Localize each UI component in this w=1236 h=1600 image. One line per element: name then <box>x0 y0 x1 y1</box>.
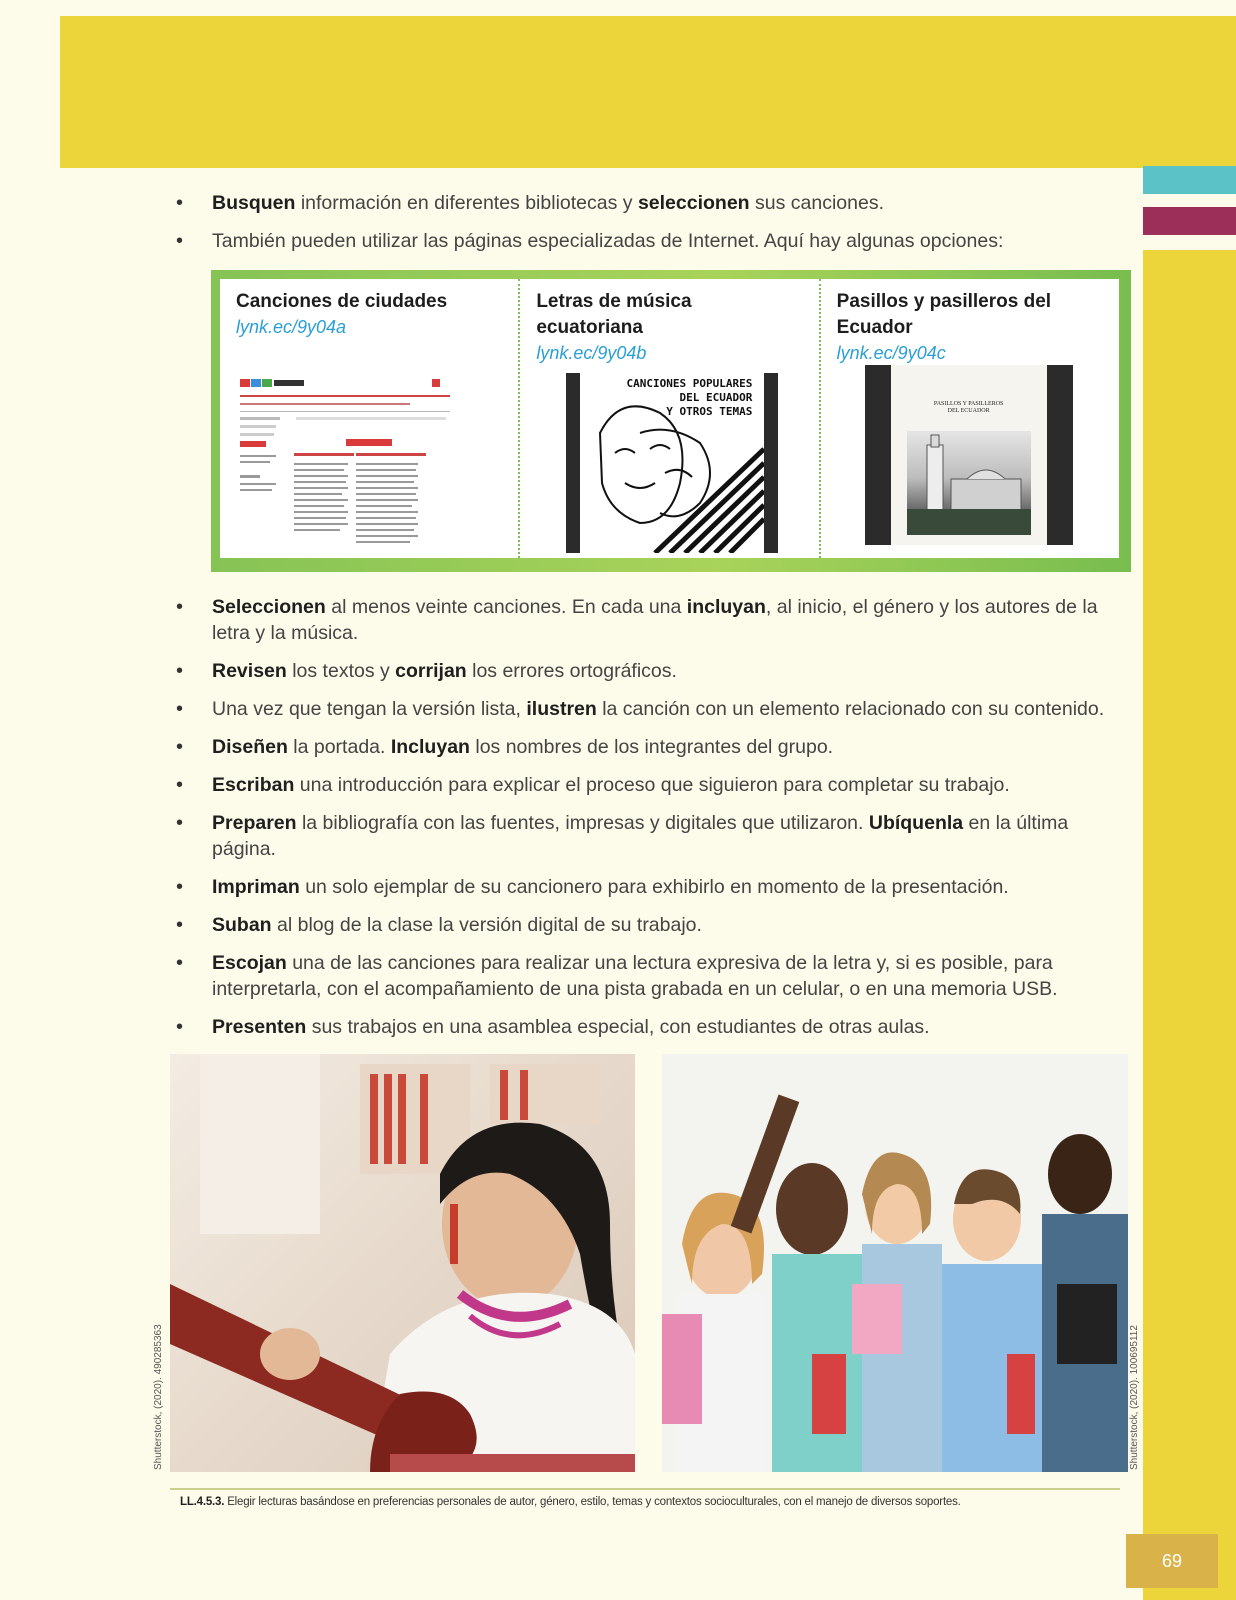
photo-credit-left: Shutterstock, (2020). 490285363 <box>153 1324 164 1470</box>
side-strip <box>1143 250 1236 1600</box>
header-band <box>60 16 1236 168</box>
book-title: CANCIONES POPULARES DEL ECUADOR Y OTROS TEMAS <box>626 377 753 418</box>
list-item: • Revisen los textos y corrijan los errores ortográficos. <box>176 658 1136 684</box>
website-preview-icon <box>236 375 464 553</box>
list-item: • También pueden utilizar las páginas especializadas de Internet. Aquí hay algunas opciones: <box>176 228 1136 254</box>
page-number: 69 <box>1126 1534 1218 1588</box>
steps-list <box>176 594 1136 1052</box>
link-card-pasillos <box>819 279 1119 558</box>
photo-teen-group <box>662 1054 1128 1472</box>
list-item: • Escojan una de las canciones para realizar una lectura expresiva de la letra y, si es posible, para interpretarla, con el acompañamiento de una pista grabada en un celular, o en una memoria USB. <box>176 950 1136 1002</box>
links-panel <box>211 270 1131 572</box>
building-photo <box>907 431 1031 535</box>
link-title: Canciones de ciudades <box>236 291 448 312</box>
section-tab-cyan <box>1143 166 1236 194</box>
list-item: • Escriban una introducción para explicar el proceso que siguieron para completar su trabajo. <box>176 772 1136 798</box>
website-screenshot <box>236 375 464 553</box>
link-url[interactable]: lynk.ec/9y04b <box>536 343 647 363</box>
link-card-ciudades <box>220 279 518 558</box>
list-item: • Presenten sus trabajos en una asamblea especial, con estudiantes de otras aulas. <box>176 1014 1136 1040</box>
link-card-musica-ecuatoriana <box>518 279 818 558</box>
building-icon <box>907 431 1031 535</box>
list-item: • Una vez que tengan la versión lista, ilustren la canción con un elemento relacionado con su contenido. <box>176 696 1136 722</box>
teen-group-icon <box>662 1054 1128 1472</box>
book-cover-canciones <box>566 373 778 553</box>
list-item: • Impriman un solo ejemplar de su cancionero para exhibirlo en momento de la presentación. <box>176 874 1136 900</box>
mask-illustration-icon <box>580 373 764 553</box>
book-cover-pasillos <box>865 365 1073 545</box>
list-item: • Busquen información en diferentes bibliotecas y seleccionen sus canciones. <box>176 190 1136 216</box>
link-url[interactable]: lynk.ec/9y04a <box>236 317 347 337</box>
intro-list <box>176 190 1136 266</box>
guitar-player-icon <box>170 1054 635 1472</box>
footer-divider <box>170 1488 1120 1490</box>
curriculum-note: LL.4.5.3. Elegir lecturas basándose en preferencias personales de autor, género, estilo, temas y contextos socioculturales, con el manejo de diversos soportes. <box>180 1496 961 1508</box>
section-tab-magenta <box>1143 207 1236 235</box>
list-item: • Preparen la bibliografía con las fuentes, impresas y digitales que utilizaron. Ubíquenla en la última página. <box>176 810 1136 862</box>
link-title: Pasillos y pasilleros del Ecuador <box>836 291 1052 338</box>
list-item: • Suban al blog de la clase la versión digital de su trabajo. <box>176 912 1136 938</box>
photo-credit-right: Shutterstock, (2020). 100695112 <box>1129 1325 1140 1470</box>
book-title: PASILLOS Y PASILLEROS DEL ECUADOR <box>933 401 1004 414</box>
photo-guitar-player <box>170 1054 635 1472</box>
list-item: • Diseñen la portada. Incluyan los nombres de los integrantes del grupo. <box>176 734 1136 760</box>
link-title: Letras de música ecuatoriana <box>536 291 692 338</box>
link-url[interactable]: lynk.ec/9y04c <box>836 343 946 363</box>
list-item: • Seleccionen al menos veinte canciones. En cada una incluyan, al inicio, el género y los autores de la letra y la música. <box>176 594 1136 646</box>
